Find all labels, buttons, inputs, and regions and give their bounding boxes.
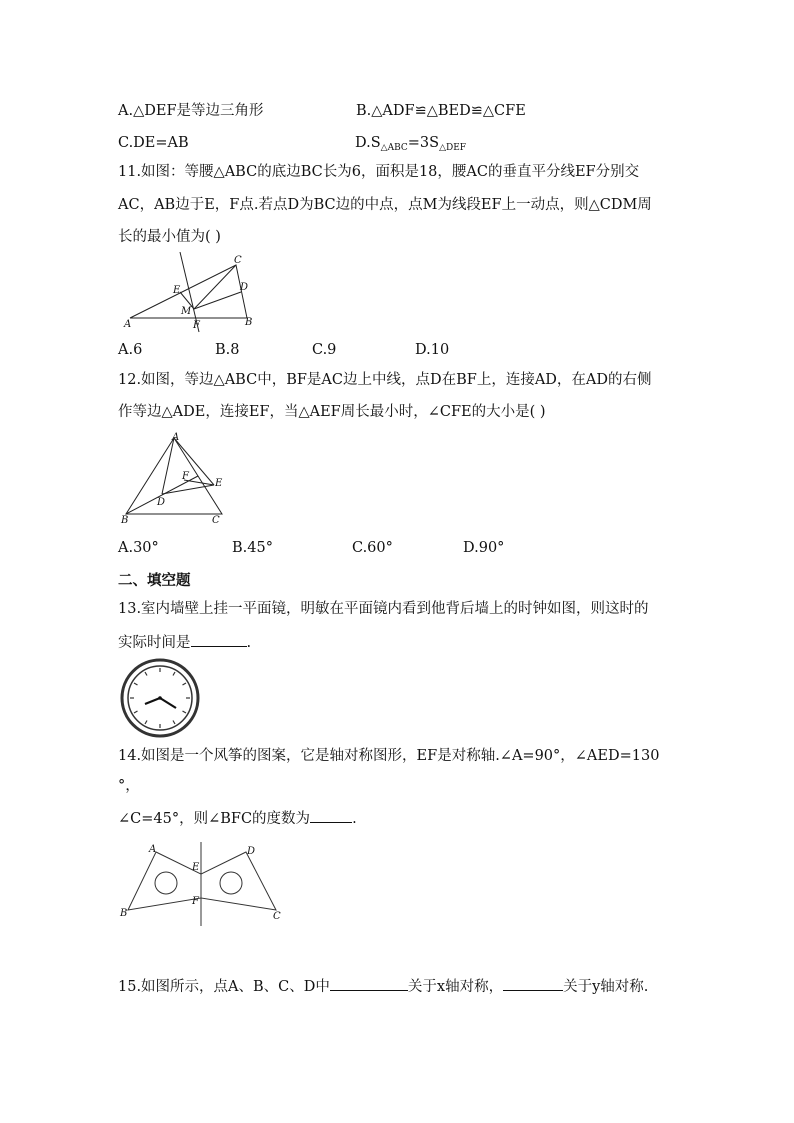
q14-text-line3: ∠C=45°，则∠BFC的度数为 . xyxy=(118,808,357,829)
q12-label-e: E xyxy=(215,478,223,489)
q11-option-a: A.6 xyxy=(118,342,143,358)
q12-label-f: F xyxy=(182,471,189,482)
q11-option-c: C.9 xyxy=(312,342,337,358)
q14-text-line1: 14.如图是一个风筝的图案，它是轴对称图形，EF是对称轴.∠A=90°，∠AED=130 xyxy=(118,748,660,764)
q11-option-d: D.10 xyxy=(415,342,450,358)
q12-label-d: D xyxy=(157,497,166,508)
q10-option-b: B.△ADF≌△BED≌△CFE xyxy=(356,103,526,119)
q11-text-line2: AC，AB边于E，F点.若点D为BC边的中点，点M为线段EF上一动点，则△CDM周 xyxy=(118,197,652,213)
q13-answer-blank[interactable] xyxy=(191,632,247,647)
q12-option-b: B.45° xyxy=(232,540,273,556)
q11-text-line3: 长的最小值为( ) xyxy=(118,229,221,245)
q15-answer-blank-1[interactable] xyxy=(330,976,408,991)
q11-label-e: E xyxy=(173,285,181,296)
q10-option-d: $D.S_{\triangle ABC}=3S_{\triangle DEF}$ xyxy=(355,135,467,153)
q13-text-line2: 实际时间是 . xyxy=(118,632,251,653)
q12-triangle-figure xyxy=(118,430,238,526)
q14-kite-figure xyxy=(118,838,290,928)
clock-hour-hand xyxy=(145,698,160,704)
q14-label-f: F xyxy=(192,896,199,907)
q10-option-c: C.DE=AB xyxy=(118,135,189,151)
q11-triangle-figure xyxy=(118,252,268,334)
q12-label-b: B xyxy=(121,515,129,526)
q13-text-line1: 13.室内墙壁上挂一平面镜，明敏在平面镜内看到他背后墙上的时钟如图，则这时的 xyxy=(118,601,649,617)
q15-answer-blank-2[interactable] xyxy=(503,976,563,991)
q11-label-b: B xyxy=(245,317,253,328)
q12-label-c: C xyxy=(212,515,220,526)
q11-label-f: F xyxy=(193,320,200,331)
q12-option-d: D.90° xyxy=(463,540,505,556)
q12-text-line2: 作等边△ADE，连接EF，当△AEF周长最小时，∠CFE的大小是( ) xyxy=(118,404,546,420)
q15-text: 15.如图所示，点A、B、C、D中 关于x轴对称， 关于y轴对称. xyxy=(118,976,648,997)
section-title-fill-in: 二、填空题 xyxy=(118,573,191,589)
q11-text-line1: 11.如图：等腰△ABC的底边BC长为6，面积是18，腰AC的垂直平分线EF分别交 xyxy=(118,164,640,180)
q14-label-d: D xyxy=(247,846,256,857)
q14-label-e: E xyxy=(192,862,200,873)
q14-label-b: B xyxy=(120,908,128,919)
q12-option-a: A.30° xyxy=(118,540,159,556)
q11-label-m: M xyxy=(181,306,192,317)
q14-label-a: A xyxy=(149,844,157,855)
q11-label-d: D xyxy=(240,282,249,293)
q11-option-b: B.8 xyxy=(215,342,240,358)
q14-answer-blank[interactable] xyxy=(310,808,352,823)
clock-minute-hand xyxy=(160,698,176,708)
q12-text-line1: 12.如图，等边△ABC中，BF是AC边上中线，点D在BF上，连接AD，在AD的右侧 xyxy=(118,372,652,388)
q11-label-c: C xyxy=(234,255,242,266)
q14-text-line2: °， xyxy=(118,778,140,794)
q13-clock-figure xyxy=(118,656,204,740)
q14-label-c: C xyxy=(273,911,281,922)
q10-option-a: A.△DEF是等边三角形 xyxy=(118,103,264,119)
q12-option-c: C.60° xyxy=(352,540,393,556)
q11-label-a: A xyxy=(124,319,132,330)
q12-label-a: A xyxy=(172,432,180,443)
